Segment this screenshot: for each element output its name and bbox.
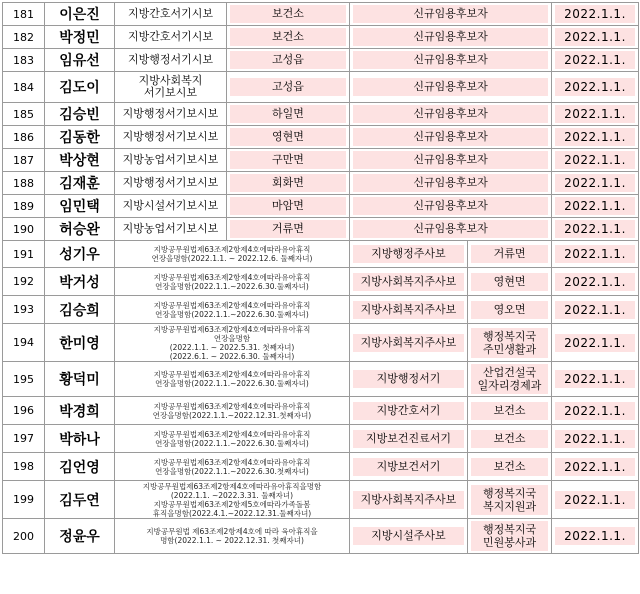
effective-date: 2022.1.1. [555, 197, 635, 215]
type-cell [350, 126, 552, 149]
personnel-roster-table [2, 2, 639, 554]
employee-name: 김두연 [45, 481, 115, 519]
rank-cell: 지방행정서기보시보 [115, 172, 227, 195]
employee-name: 한미영 [45, 324, 115, 362]
post-cell [227, 26, 350, 49]
rank-cell [350, 425, 468, 453]
rank-label: 지방보건서기 [353, 458, 464, 476]
post-cell [227, 218, 350, 241]
effective-date: 2022.1.1. [555, 220, 635, 238]
effective-date: 2022.1.1. [555, 51, 635, 69]
date-cell [552, 324, 639, 362]
leave-note: 지방공무원법제63조제2항제4호에따라유아휴직 연장을명함(2022.1.1.~2022.12.31.첫째자녀) [115, 397, 350, 425]
rank-label: 지방사회복지주사보 [353, 273, 464, 291]
employee-name: 허승완 [45, 218, 115, 241]
rank-label: 지방사회복지주사보 [353, 301, 464, 319]
rank-label: 지방보건진료서기 [353, 430, 464, 448]
post-cell [468, 362, 552, 397]
rank-label: 지방행정서기 [353, 370, 464, 388]
row-number: 199 [3, 481, 45, 519]
assigned-post: 보건소 [471, 430, 548, 448]
leave-note: 지방공무원법제63조제2항제4호에따라유아휴직 연장을명함(2022.1.1.~2022.6.30.둘째자녀) [115, 268, 350, 296]
leave-note: 지방공무원법제63조제2항제4호에따라유아휴직 연장을명함(2022.1.1.~2022.6.30.첫째자녀) [115, 453, 350, 481]
rank-label: 지방행정주사보 [353, 245, 464, 263]
rank-cell [350, 241, 468, 268]
row-number: 200 [3, 519, 45, 554]
table-row [3, 103, 639, 126]
rank-label: 지방시설주사보 [353, 527, 464, 545]
row-number: 198 [3, 453, 45, 481]
table-row [3, 172, 639, 195]
post-cell [227, 149, 350, 172]
rank-cell: 지방행정서기보시보 [115, 103, 227, 126]
employee-name: 김승희 [45, 296, 115, 324]
employee-name: 박상현 [45, 149, 115, 172]
row-number: 186 [3, 126, 45, 149]
assigned-post: 보건소 [471, 458, 548, 476]
assigned-post: 보건소 [230, 28, 346, 46]
date-cell [552, 72, 639, 103]
row-number: 181 [3, 3, 45, 26]
assigned-post: 행정복지국 주민생활과 [471, 328, 548, 358]
post-cell [468, 519, 552, 554]
effective-date: 2022.1.1. [555, 527, 635, 545]
table-row [3, 519, 639, 554]
date-cell [552, 241, 639, 268]
appointment-type: 신규임용후보자 [353, 28, 548, 46]
leave-note: 지방공무원법제63조제2항제4호에따라유아휴직을명함 (2022.1.1. ~2022.3.31. 둘째자녀) 지방공무원법제63조제2항제5호에따라가족돌봄 휴직을명함(2022.4.1.~2022.12.31.둘째자녀) [115, 481, 350, 519]
post-cell [468, 324, 552, 362]
date-cell [552, 126, 639, 149]
effective-date: 2022.1.1. [555, 402, 635, 420]
effective-date: 2022.1.1. [555, 430, 635, 448]
rank-cell: 지방시설서기보시보 [115, 195, 227, 218]
appointment-type: 신규임용후보자 [353, 78, 548, 96]
assigned-post: 보건소 [230, 5, 346, 23]
assigned-post: 고성읍 [230, 51, 346, 69]
row-number: 187 [3, 149, 45, 172]
row-number: 194 [3, 324, 45, 362]
type-cell [350, 49, 552, 72]
employee-name: 황덕미 [45, 362, 115, 397]
date-cell [552, 103, 639, 126]
type-cell [350, 26, 552, 49]
row-number: 197 [3, 425, 45, 453]
type-cell [350, 149, 552, 172]
table-row [3, 26, 639, 49]
appointment-type: 신규임용후보자 [353, 174, 548, 192]
effective-date: 2022.1.1. [555, 301, 635, 319]
effective-date: 2022.1.1. [555, 78, 635, 96]
row-number: 191 [3, 241, 45, 268]
assigned-post: 산업건설국 일자리경제과 [471, 364, 548, 394]
date-cell [552, 218, 639, 241]
date-cell [552, 149, 639, 172]
roster-body [3, 3, 639, 554]
effective-date: 2022.1.1. [555, 28, 635, 46]
effective-date: 2022.1.1. [555, 5, 635, 23]
table-row [3, 296, 639, 324]
table-row [3, 72, 639, 103]
post-cell [468, 268, 552, 296]
effective-date: 2022.1.1. [555, 151, 635, 169]
appointment-type: 신규임용후보자 [353, 128, 548, 146]
post-cell [468, 453, 552, 481]
effective-date: 2022.1.1. [555, 245, 635, 263]
table-row [3, 218, 639, 241]
date-cell [552, 172, 639, 195]
employee-name: 김재훈 [45, 172, 115, 195]
appointment-type: 신규임용후보자 [353, 220, 548, 238]
appointment-type: 신규임용후보자 [353, 151, 548, 169]
leave-note: 지방공무원법제63조제2항제4호에따라유아휴직 연장을명함 (2022.1.1. ~ 2022.5.31. 첫째자녀) (2022.6.1. ~ 2022.6.30. 둘째자녀) [115, 324, 350, 362]
table-row [3, 195, 639, 218]
post-cell [468, 397, 552, 425]
post-cell [227, 3, 350, 26]
assigned-post: 고성읍 [230, 78, 346, 96]
post-cell [227, 103, 350, 126]
assigned-post: 영오면 [471, 301, 548, 319]
employee-name: 임민택 [45, 195, 115, 218]
leave-note: 지방공무원법제63조제2항제4호에따라유아휴직 연장을명함(2022.1.1.~2022.6.30.둘째자녀) [115, 425, 350, 453]
rank-label: 지방간호서기 [353, 402, 464, 420]
date-cell [552, 49, 639, 72]
assigned-post: 영현면 [471, 273, 548, 291]
assigned-post: 회화면 [230, 174, 346, 192]
type-cell [350, 218, 552, 241]
row-number: 195 [3, 362, 45, 397]
assigned-post: 영현면 [230, 128, 346, 146]
rank-cell [350, 324, 468, 362]
table-row [3, 3, 639, 26]
row-number: 185 [3, 103, 45, 126]
appointment-type: 신규임용후보자 [353, 105, 548, 123]
rank-cell: 지방농업서기보시보 [115, 149, 227, 172]
table-row [3, 481, 639, 519]
employee-name: 박경희 [45, 397, 115, 425]
employee-name: 김언영 [45, 453, 115, 481]
employee-name: 성기우 [45, 241, 115, 268]
rank-cell [350, 268, 468, 296]
post-cell [227, 49, 350, 72]
type-cell [350, 172, 552, 195]
rank-cell [350, 453, 468, 481]
rank-label: 지방사회복지주사보 [353, 491, 464, 509]
table-row [3, 324, 639, 362]
assigned-post: 하일면 [230, 105, 346, 123]
post-cell [468, 241, 552, 268]
rank-cell: 지방간호서기시보 [115, 3, 227, 26]
row-number: 192 [3, 268, 45, 296]
assigned-post: 마암면 [230, 197, 346, 215]
date-cell [552, 3, 639, 26]
employee-name: 김도이 [45, 72, 115, 103]
assigned-post: 거류면 [471, 245, 548, 263]
row-number: 189 [3, 195, 45, 218]
post-cell [468, 481, 552, 519]
effective-date: 2022.1.1. [555, 105, 635, 123]
assigned-post: 거류면 [230, 220, 346, 238]
table-row [3, 397, 639, 425]
post-cell [468, 296, 552, 324]
leave-note: 지방공무원법 제63조제2항제4호에 따라 육아휴직을 명함(2022.1.1. ~ 2022.12.31. 첫째자녀) [115, 519, 350, 554]
assigned-post: 행정복지국 민원봉사과 [471, 521, 548, 551]
effective-date: 2022.1.1. [555, 370, 635, 388]
leave-note: 지방공무원법제63조제2항제4호에따라유아휴직 연장을명함(2022.1.1.~2022.6.30.둘째자녀) [115, 296, 350, 324]
employee-name: 박정민 [45, 26, 115, 49]
date-cell [552, 296, 639, 324]
assigned-post: 행정복지국 복지지원과 [471, 485, 548, 515]
type-cell [350, 3, 552, 26]
table-row [3, 49, 639, 72]
type-cell [350, 195, 552, 218]
table-row [3, 241, 639, 268]
employee-name: 김동한 [45, 126, 115, 149]
row-number: 193 [3, 296, 45, 324]
assigned-post: 보건소 [471, 402, 548, 420]
rank-cell [350, 481, 468, 519]
date-cell [552, 519, 639, 554]
date-cell [552, 453, 639, 481]
type-cell [350, 72, 552, 103]
rank-cell: 지방행정서기시보 [115, 49, 227, 72]
effective-date: 2022.1.1. [555, 458, 635, 476]
leave-note: 지방공무원법제63조제2항제4호에따라유아휴직 연장을명함(2022.1.1.~2022.6.30.둘째자녀) [115, 362, 350, 397]
date-cell [552, 268, 639, 296]
date-cell [552, 26, 639, 49]
appointment-type: 신규임용후보자 [353, 197, 548, 215]
effective-date: 2022.1.1. [555, 334, 635, 352]
post-cell [227, 172, 350, 195]
appointment-type: 신규임용후보자 [353, 5, 548, 23]
row-number: 183 [3, 49, 45, 72]
date-cell [552, 425, 639, 453]
effective-date: 2022.1.1. [555, 273, 635, 291]
appointment-type: 신규임용후보자 [353, 51, 548, 69]
table-row [3, 362, 639, 397]
date-cell [552, 195, 639, 218]
rank-cell: 지방행정서기보시보 [115, 126, 227, 149]
rank-cell: 지방농업서기보시보 [115, 218, 227, 241]
date-cell [552, 362, 639, 397]
rank-label: 지방사회복지주사보 [353, 334, 464, 352]
row-number: 188 [3, 172, 45, 195]
employee-name: 임유선 [45, 49, 115, 72]
leave-note: 지방공무원법제63조제2항제4호에따라유아휴직 연장을명함(2022.1.1. ~ 2022.12.6. 둘째자녀) [115, 241, 350, 268]
date-cell [552, 481, 639, 519]
employee-name: 박하나 [45, 425, 115, 453]
rank-cell: 지방사회복지 서기보시보 [115, 72, 227, 103]
rank-cell [350, 397, 468, 425]
table-row [3, 126, 639, 149]
row-number: 196 [3, 397, 45, 425]
post-cell [227, 126, 350, 149]
rank-cell: 지방간호서기시보 [115, 26, 227, 49]
employee-name: 이은진 [45, 3, 115, 26]
employee-name: 김승빈 [45, 103, 115, 126]
employee-name: 정윤우 [45, 519, 115, 554]
effective-date: 2022.1.1. [555, 128, 635, 146]
assigned-post: 구만면 [230, 151, 346, 169]
date-cell [552, 397, 639, 425]
row-number: 184 [3, 72, 45, 103]
employee-name: 박거성 [45, 268, 115, 296]
rank-cell [350, 296, 468, 324]
table-row [3, 453, 639, 481]
post-cell [468, 425, 552, 453]
row-number: 190 [3, 218, 45, 241]
type-cell [350, 103, 552, 126]
post-cell [227, 72, 350, 103]
rank-cell [350, 362, 468, 397]
row-number: 182 [3, 26, 45, 49]
rank-cell [350, 519, 468, 554]
effective-date: 2022.1.1. [555, 491, 635, 509]
post-cell [227, 195, 350, 218]
effective-date: 2022.1.1. [555, 174, 635, 192]
table-row [3, 268, 639, 296]
table-row [3, 425, 639, 453]
table-row [3, 149, 639, 172]
